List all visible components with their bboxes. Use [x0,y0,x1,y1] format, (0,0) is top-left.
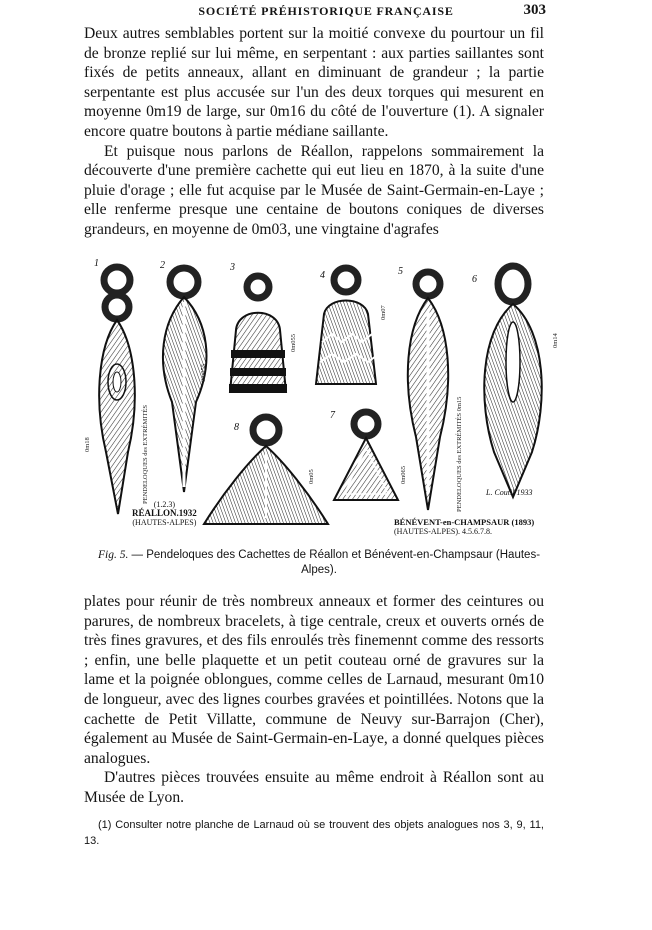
fig-number-4: 4 [320,270,325,281]
fig-number-6: 6 [472,274,477,285]
left-caption-line-3: (HAUTES-ALPES) [132,518,197,527]
pendant-3 [229,276,287,392]
caption-fig-number: Fig. 5. [97,549,129,561]
right-caption [394,518,534,536]
running-head: SOCIÉTÉ PRÉHISTORIQUE FRANÇAISE [198,4,454,18]
side-label-left: PENDELOQUES des EXTRÉMITÉS [142,405,149,504]
right-caption-line-2: (HAUTES-ALPES). 4.5.6.7.8. [394,527,492,536]
side-label-right: PENDELOQUES des EXTRÉMITÉS 0m15 [456,396,463,512]
fig-number-7: 7 [330,410,335,421]
caption-text: — Pendeloques des Cachettes de Réallon et Bénévent-en-Champsaur (Hautes-Alpes). [131,549,541,576]
size-label-2: 0m055 [200,363,207,382]
fig-number-1: 1 [94,258,99,269]
paragraph-2: Et puisque nous parlons de Réallon, rappelons sommairement la découverte d'une première cachette qui eut lieu en 1870, à la suite d'une pluie d'orage ; elle fut acquise par le Musée de Saint-Germain-en-Laye ; elle renferme presque une centaine de boutons coniques de diverses grandeurs, en moyenne de 0m03, une vingtaine d'agrafes [84,142,544,238]
footnote [84,817,544,849]
paragraph-1: Deux autres semblables portent sur la moitié convexe du pourtour un fil de bronze replié sur lui même, en serpentant : aux parties saillantes sont fixés de petits anneaux, allant en diminuant de grandeur ; la partie serpentante est plus accusée sur l'un des deux torques qui mesurent en moyenne 0m19 de large, sur 0m16 du côté de l'ouverture (1). A signaler encore quatre boutons à partie médiane saillante. [84,25,544,140]
footnote-text: (1) Consulter notre planche de Larnaud où se trouvent des objets analogues nos 3, 9, 11, 13. [84,819,544,847]
fig-number-8: 8 [234,422,239,433]
left-caption-line-2: RÉALLON.1932 [132,508,197,518]
pendant-5 [408,272,448,510]
pendant-6 [484,266,541,497]
fig-number-5: 5 [398,266,403,277]
left-caption-line-1: (1.2.3) [153,500,176,509]
size-label-8: 0m05 [308,469,315,484]
signature: L. Coutil 1933 [486,488,533,497]
figure-pendants [76,252,576,552]
paragraph-3: plates pour réunir de très nombreux anneaux et former des ceintures ou parures, de nombreux bracelets, à tige centrale, creux et ouverts ornés de très fines gravures, et des fils enroulés très finemennt comme des ressorts ; enfin, une belle plaquette et un petit couteau orné de gravures sur la lame et la poignée oblongues, comme celles de Larnaud, mesurant 0m10 de longueur, avec des lignes courbes gravées et pointillées. Notons que la cachette de Petit Villatte, commune de Neuvy sur-Barrajon (Cher), également au Musée de Saint-Germain-en-Laye, a donné quelques pièces analogues. [84,593,544,767]
body-text-top [84,24,544,240]
fig-number-2: 2 [160,260,165,271]
size-label-1: 0m18 [84,437,91,452]
size-label-3: 0m055 [290,333,297,352]
page-number: 303 [523,2,546,18]
fig-number-3: 3 [230,262,235,273]
pendant-4 [316,268,376,384]
body-text-bottom [84,592,544,808]
size-label-7: 0m065 [400,465,407,484]
size-label-4: 0m07 [380,305,387,320]
left-caption [132,500,197,527]
figure-caption [84,548,554,578]
size-label-6: 0m14 [552,333,559,348]
pendant-1 [99,267,135,514]
paragraph-4: D'autres pièces trouvées ensuite au même endroit à Réallon sont au Musée de Lyon. [84,769,544,806]
pendant-7 [334,412,398,500]
right-caption-line-1: BÉNÉVENT-en-CHAMPSAUR (1893) [394,517,535,527]
